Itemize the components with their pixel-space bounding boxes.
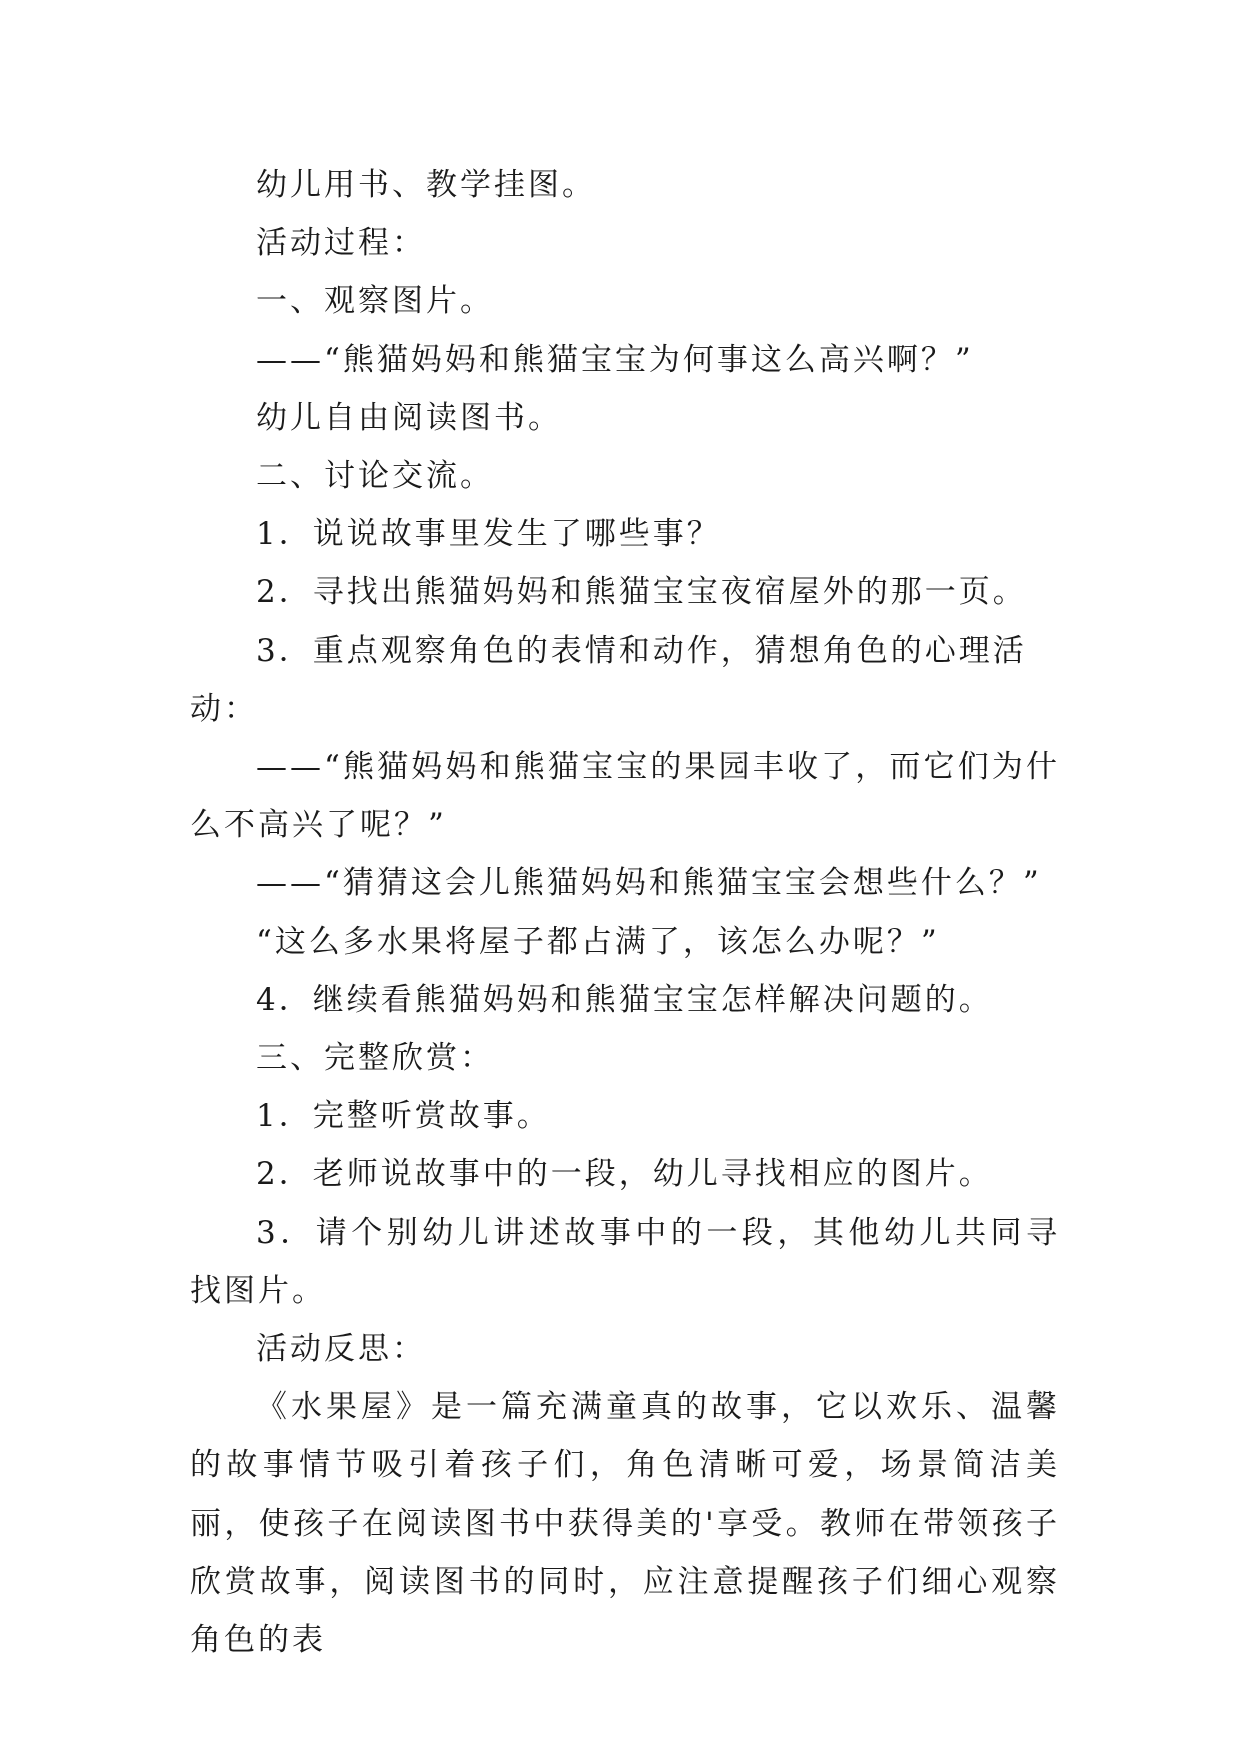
list-item-discussion-3: 3．重点观察角色的表情和动作，猜想角色的心理活动：: [190, 632, 1027, 727]
heading-observe-pictures: 一、观察图片。: [256, 283, 494, 320]
question-guess: ——“猜猜这会儿熊猫妈妈和熊猫宝宝会想些什么？”: [256, 865, 1042, 902]
list-item-discussion-1: 1．说说故事里发生了哪些事？: [256, 516, 721, 553]
list-item-discussion-4: 4．继续看熊猫妈妈和熊猫宝宝怎样解决问题的。: [256, 981, 993, 1018]
question-harvest: ——“熊猫妈妈和熊猫宝宝的果园丰收了，而它们为什么不高兴了呢？”: [190, 749, 1060, 844]
question-what-to-do: “这么多水果将屋子都占满了，该怎么办呢？”: [256, 923, 940, 960]
heading-full-appreciation: 三、完整欣赏：: [256, 1040, 494, 1077]
document-body: [190, 156, 1060, 1669]
paragraph-reflection: 《水果屋》是一篇充满童真的故事，它以欢乐、温馨的故事情节吸引着孩子们，角色清晰可爱，场景简洁美丽，使孩子在阅读图书中获得美的'享受。教师在带领孩子欣赏故事，阅读图书的同时，应注意提醒孩子们细心观察角色的表: [190, 1389, 1060, 1659]
list-item-appreciation-3: 3．请个别幼儿讲述故事中的一段，其他幼儿共同寻找图片。: [190, 1214, 1060, 1309]
paragraph-materials: 幼儿用书、教学挂图。: [256, 167, 596, 203]
paragraph-free-reading: 幼儿自由阅读图书。: [256, 399, 562, 436]
list-item-discussion-2: 2．寻找出熊猫妈妈和熊猫宝宝夜宿屋外的那一页。: [256, 574, 1027, 611]
heading-discussion: 二、讨论交流。: [256, 458, 494, 495]
list-item-appreciation-2: 2．老师说故事中的一段，幼儿寻找相应的图片。: [256, 1156, 993, 1193]
heading-activity-process: 活动过程：: [256, 225, 426, 262]
list-item-appreciation-1: 1．完整听赏故事。: [256, 1098, 551, 1135]
question-why-happy: ——“熊猫妈妈和熊猫宝宝为何事这么高兴啊？”: [256, 341, 974, 378]
heading-reflection: 活动反思：: [256, 1331, 426, 1368]
